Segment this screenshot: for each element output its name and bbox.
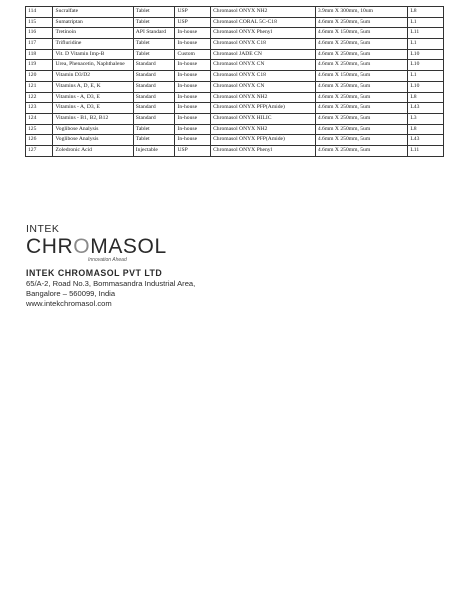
cell-usp-code: L11: [408, 145, 444, 156]
cell-method-source: In-house: [175, 28, 211, 39]
cell-sample-type: Standard: [133, 81, 175, 92]
cell-sample-type: Tablet: [133, 49, 175, 60]
cell-column-name: Chromasol ONYX PFP(Amide): [211, 103, 316, 114]
cell-usp-code: L11: [408, 28, 444, 39]
cell-sample-type: Injectable: [133, 145, 175, 156]
cell-sample-type: Tablet: [133, 39, 175, 50]
logo-wordmark-accent-letter: O: [73, 234, 91, 258]
cell-method-source: In-house: [175, 71, 211, 82]
cell-usp-code: L10: [408, 49, 444, 60]
cell-method-source: In-house: [175, 92, 211, 103]
cell-row-number: 114: [26, 7, 53, 18]
cell-column-name: Chromasol ONYX NH2: [211, 92, 316, 103]
table-row: [26, 92, 444, 103]
cell-sample-type: Standard: [133, 103, 175, 114]
cell-column-dimension: 4.6mm X 150mm, 5um: [315, 71, 408, 82]
cell-method-source: In-house: [175, 113, 211, 124]
table-row: [26, 124, 444, 135]
logo-top-word: INTEK: [26, 223, 60, 235]
cell-usp-code: L10: [408, 81, 444, 92]
cell-usp-code: L3: [408, 113, 444, 124]
cell-column-dimension: 4.6mm X 250mm, 5um: [315, 81, 408, 92]
table-row: [26, 135, 444, 146]
cell-row-number: 124: [26, 113, 53, 124]
logo-wordmark-part-2: MASOL: [90, 234, 167, 258]
cell-usp-code: L8: [408, 92, 444, 103]
table-row: [26, 7, 444, 18]
cell-column-dimension: 4.6mm X 250mm, 5um: [315, 124, 408, 135]
table-row: [26, 49, 444, 60]
cell-application-name: Vitamin D3/D2: [53, 71, 133, 82]
cell-row-number: 115: [26, 17, 53, 28]
cell-column-dimension: 4.6mm X 250mm, 5um: [315, 49, 408, 60]
cell-row-number: 119: [26, 60, 53, 71]
cell-sample-type: Tablet: [133, 124, 175, 135]
cell-method-source: In-house: [175, 39, 211, 50]
cell-application-name: Urea, Phenacetin, Naphthalene: [53, 60, 133, 71]
cell-column-dimension: 4.6mm X 250mm, 5um: [315, 145, 408, 156]
cell-column-name: Chromasol ONYX C18: [211, 71, 316, 82]
cell-column-dimension: 4.6mm X 250mm, 5um: [315, 113, 408, 124]
cell-column-name: Chromasol JADE CN: [211, 49, 316, 60]
cell-column-dimension: 4.6mm X 250mm, 5um: [315, 135, 408, 146]
cell-method-source: In-house: [175, 135, 211, 146]
logo-tagline: Innovation Ahead: [88, 256, 127, 263]
cell-sample-type: Tablet: [133, 135, 175, 146]
cell-row-number: 122: [26, 92, 53, 103]
cell-row-number: 121: [26, 81, 53, 92]
cell-method-source: USP: [175, 145, 211, 156]
cell-application-name: Sumatriptan: [53, 17, 133, 28]
table-body: [26, 7, 444, 157]
cell-usp-code: L1: [408, 17, 444, 28]
cell-column-name: Chromasol CORAL 5C-C18: [211, 17, 316, 28]
cell-column-dimension: 4.6mm X 150mm, 5um: [315, 28, 408, 39]
cell-method-source: In-house: [175, 60, 211, 71]
cell-application-name: Sucralfate: [53, 7, 133, 18]
table-row: [26, 113, 444, 124]
cell-application-name: Vitamins - A, D3, E: [53, 92, 133, 103]
cell-application-name: Vitamins A, D, E, K: [53, 81, 133, 92]
cell-method-source: Custom: [175, 49, 211, 60]
cell-column-dimension: 4.6mm X 250mm, 5um: [315, 17, 408, 28]
cell-usp-code: L1: [408, 39, 444, 50]
website-link[interactable]: www.intekchromasol.com: [26, 299, 112, 308]
cell-row-number: 116: [26, 28, 53, 39]
cell-column-dimension: 4.6mm X 250mm, 5um: [315, 60, 408, 71]
cell-usp-code: L8: [408, 7, 444, 18]
cell-sample-type: Tablet: [133, 7, 175, 18]
cell-column-name: Chromasol ONYX HILIC: [211, 113, 316, 124]
cell-application-name: Vitamins - A, D3, E: [53, 103, 133, 114]
cell-column-name: Chromasol ONYX Phenyl: [211, 145, 316, 156]
table-row: [26, 60, 444, 71]
table-row: [26, 28, 444, 39]
cell-application-name: Voglibose Analysis: [53, 124, 133, 135]
cell-application-name: Zoledronic Acid: [53, 145, 133, 156]
cell-sample-type: Standard: [133, 113, 175, 124]
cell-application-name: Tretinoin: [53, 28, 133, 39]
table-row: [26, 39, 444, 50]
address-line-2: Bangalore – 560099, India: [26, 289, 116, 298]
cell-column-dimension: 4.6mm X 250mm, 5um: [315, 92, 408, 103]
cell-sample-type: API Standard: [133, 28, 175, 39]
company-name: INTEK CHROMASOL PVT LTD: [26, 268, 163, 278]
cell-application-name: Vit. D Vitamin Imp-B: [53, 49, 133, 60]
cell-column-dimension: 3.9mm X 300mm, 10um: [315, 7, 408, 18]
cell-method-source: In-house: [175, 81, 211, 92]
table-row: [26, 81, 444, 92]
cell-method-source: USP: [175, 7, 211, 18]
table-row: [26, 17, 444, 28]
cell-row-number: 127: [26, 145, 53, 156]
cell-row-number: 117: [26, 39, 53, 50]
cell-column-name: Chromasol ONYX NH2: [211, 124, 316, 135]
cell-sample-type: Standard: [133, 92, 175, 103]
application-table: [25, 6, 444, 157]
cell-column-name: Chromasol ONYX C18: [211, 39, 316, 50]
cell-row-number: 118: [26, 49, 53, 60]
cell-usp-code: L8: [408, 124, 444, 135]
cell-column-dimension: 4.6mm X 250mm, 5um: [315, 103, 408, 114]
cell-application-name: Trifluridine: [53, 39, 133, 50]
cell-column-name: Chromasol ONYX NH2: [211, 7, 316, 18]
cell-sample-type: Standard: [133, 71, 175, 82]
cell-usp-code: L43: [408, 135, 444, 146]
table-row: [26, 145, 444, 156]
cell-application-name: Voglibose Analysis: [53, 135, 133, 146]
table-row: [26, 71, 444, 82]
cell-row-number: 125: [26, 124, 53, 135]
cell-method-source: In-house: [175, 103, 211, 114]
cell-sample-type: Tablet: [133, 17, 175, 28]
cell-column-dimension: 4.6mm X 250mm, 5um: [315, 39, 408, 50]
company-address-block: [26, 268, 286, 309]
cell-row-number: 123: [26, 103, 53, 114]
company-logo: [26, 224, 206, 263]
cell-row-number: 120: [26, 71, 53, 82]
cell-row-number: 126: [26, 135, 53, 146]
cell-usp-code: L43: [408, 103, 444, 114]
cell-method-source: In-house: [175, 124, 211, 135]
cell-column-name: Chromasol ONYX CN: [211, 60, 316, 71]
cell-usp-code: L1: [408, 71, 444, 82]
table-row: [26, 103, 444, 114]
cell-application-name: Vitamins - B1, B2, B12: [53, 113, 133, 124]
cell-column-name: Chromasol ONYX CN: [211, 81, 316, 92]
logo-wordmark-part-1: CHR: [26, 234, 74, 258]
logo-wordmark: [26, 236, 206, 257]
cell-column-name: Chromasol ONYX PFP(Amide): [211, 135, 316, 146]
cell-method-source: USP: [175, 17, 211, 28]
cell-usp-code: L10: [408, 60, 444, 71]
cell-column-name: Chromasol ONYX Phenyl: [211, 28, 316, 39]
cell-sample-type: Standard: [133, 60, 175, 71]
address-line-1: 65/A-2, Road No.3, Bommasandra Industrial Area,: [26, 279, 196, 288]
